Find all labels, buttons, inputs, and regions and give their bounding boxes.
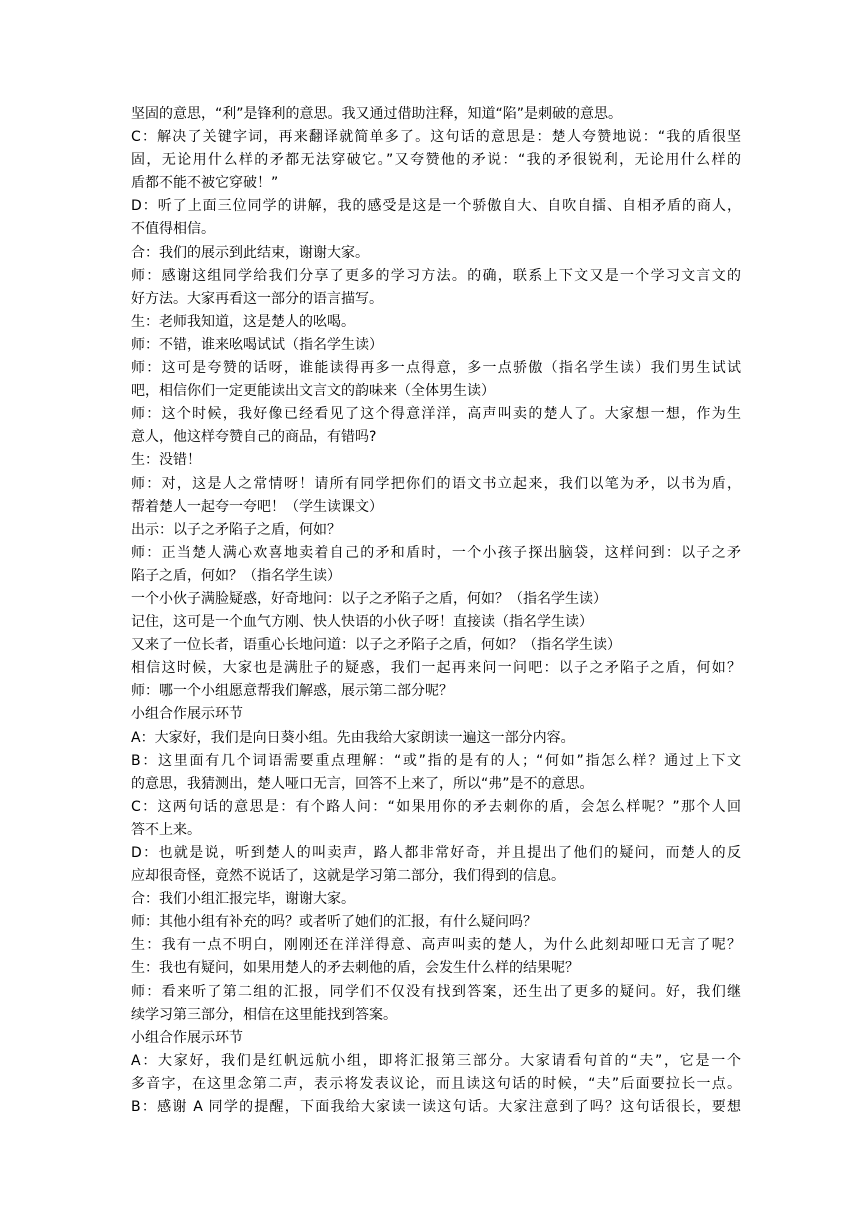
text-line: 师：其他小组有补充的吗？或者听了她们的汇报，有什么疑问吗？ bbox=[131, 914, 537, 931]
text-line: 又来了一位长者，语重心长地问道：以子之矛陷子之盾，何如？（指名学生读） bbox=[131, 637, 621, 654]
text-line: 不值得相信。 bbox=[131, 221, 215, 238]
text-line: 续学习第三部分，相信在这里能找到答案。 bbox=[131, 1006, 397, 1023]
text-line: 生：我有一点不明白，刚刚还在洋洋得意、高声叫卖的楚人，为什么此刻却哑口无言了呢？ bbox=[131, 937, 741, 954]
text-line: 合：我们的展示到此结束，谢谢大家。 bbox=[131, 244, 369, 261]
text-line: 记住，这可是一个血气方刚、快人快语的小伙子呀！直接读（指名学生读） bbox=[131, 614, 593, 631]
text-line: 师：感谢这组同学给我们分享了更多的学习方法。的确，联系上下文又是一个学习文言文的 bbox=[131, 267, 741, 284]
text-line: 师：不错，谁来吆喝试试（指名学生读） bbox=[131, 336, 383, 353]
text-line: 生：没错！ bbox=[131, 452, 201, 469]
text-line: 应却很奇怪，竟然不说话了，这就是学习第二部分，我们得到的信息。 bbox=[131, 868, 565, 885]
text-line: 出示：以子之矛陷子之盾，何如？ bbox=[131, 521, 341, 538]
text-line: 盾都不能不被它穿破！” bbox=[131, 175, 279, 192]
text-line: 固，无论用什么样的矛都无法穿破它。”又夸赞他的矛说：“我的矛很锐利，无论用什么样的 bbox=[131, 152, 741, 169]
text-line: 生：老师我知道，这是楚人的吆喝。 bbox=[131, 313, 355, 330]
text-line: C：这两句话的意思是：有个路人问：“如果用你的矛去刺你的盾，会怎么样呢？”那个人回 bbox=[131, 798, 741, 815]
text-line: 坚固的意思，“利”是锋利的意思。我又通过借助注释，知道“陷”是刺破的意思。 bbox=[131, 106, 623, 122]
text-line: 一个小伙子满脸疑惑，好奇地问：以子之矛陷子之盾，何如？（指名学生读） bbox=[131, 590, 607, 607]
text-line: A：大家好，我们是向日葵小组。先由我给大家朗读一遍这一部分内容。 bbox=[131, 729, 575, 746]
text-line: 好方法。大家再看这一部分的语言描写。 bbox=[131, 290, 383, 307]
text-line: 帮着楚人一起夸一夸吧！（学生读课文） bbox=[131, 498, 383, 515]
text-line: 意人，他这样夸赞自己的商品，有错吗? bbox=[131, 429, 377, 446]
text-line: A：大家好，我们是红帆远航小组，即将汇报第三部分。大家请看句首的“夫”，它是一个 bbox=[131, 1052, 741, 1069]
text-line: 生：我也有疑问，如果用楚人的矛去刺他的盾，会发生什么样的结果呢？ bbox=[131, 960, 579, 977]
text-line: 陷子之盾，何如？（指名学生读） bbox=[131, 567, 341, 584]
text-line: 小组合作展示环节 bbox=[131, 1029, 243, 1046]
text-line: 师：对，这是人之常情呀！请所有同学把你们的语文书立起来，我们以笔为矛，以书为盾， bbox=[131, 475, 741, 492]
text-line: D：听了上面三位同学的讲解，我的感受是这是一个骄傲自大、自吹自擂、自相矛盾的商人， bbox=[131, 198, 741, 215]
text-line: 答不上来。 bbox=[131, 821, 201, 838]
text-line: 的意思，我猜测出，楚人哑口无言，回答不上来了，所以“弗”是不的意思。 bbox=[131, 775, 594, 792]
text-line: 相信这时候，大家也是满肚子的疑惑，我们一起再来问一问吧：以子之矛陷子之盾，何如？ bbox=[131, 660, 741, 677]
text-line: 师：这个时候，我好像已经看见了这个得意洋洋，高声叫卖的楚人了。大家想一想，作为生 bbox=[131, 406, 741, 423]
text-line: C：解决了关键字词，再来翻译就简单多了。这句话的意思是：楚人夸赞地说：“我的盾很坚 bbox=[131, 129, 741, 146]
text-line: 师：正当楚人满心欢喜地卖着自己的矛和盾时，一个小孩子探出脑袋，这样问到：以子之矛 bbox=[131, 544, 741, 561]
text-line: 师：这可是夸赞的话呀，谁能读得再多一点得意，多一点骄傲（指名学生读）我们男生试试 bbox=[131, 360, 741, 377]
text-line: 合：我们小组汇报完毕，谢谢大家。 bbox=[131, 891, 355, 908]
text-line: 多音字，在这里念第二声，表示将发表议论，而且读这句话的时候，“夫”后面要拉长一点。 bbox=[131, 1075, 741, 1092]
text-line: B：感谢 A 同学的提醒，下面我给大家读一读这句话。大家注意到了吗？这句话很长，要想 bbox=[131, 1099, 741, 1116]
text-line: 小组合作展示环节 bbox=[131, 706, 243, 723]
text-line: B：这里面有几个词语需要重点理解：“或”指的是有的人；“何如”指怎么样？通过上下文 bbox=[131, 752, 741, 769]
text-line: 师：看来听了第二组的汇报，同学们不仅没有找到答案，还生出了更多的疑问。好，我们继 bbox=[131, 983, 741, 1000]
document-body bbox=[131, 103, 741, 1119]
text-line: D：也就是说，听到楚人的叫卖声，路人都非常好奇，并且提出了他们的疑问，而楚人的反 bbox=[131, 845, 741, 861]
text-line: 师：哪一个小组愿意帮我们解惑，展示第二部分呢？ bbox=[131, 683, 453, 700]
text-line: 吧，相信你们一定更能读出文言文的韵味来（全体男生读） bbox=[131, 383, 495, 400]
